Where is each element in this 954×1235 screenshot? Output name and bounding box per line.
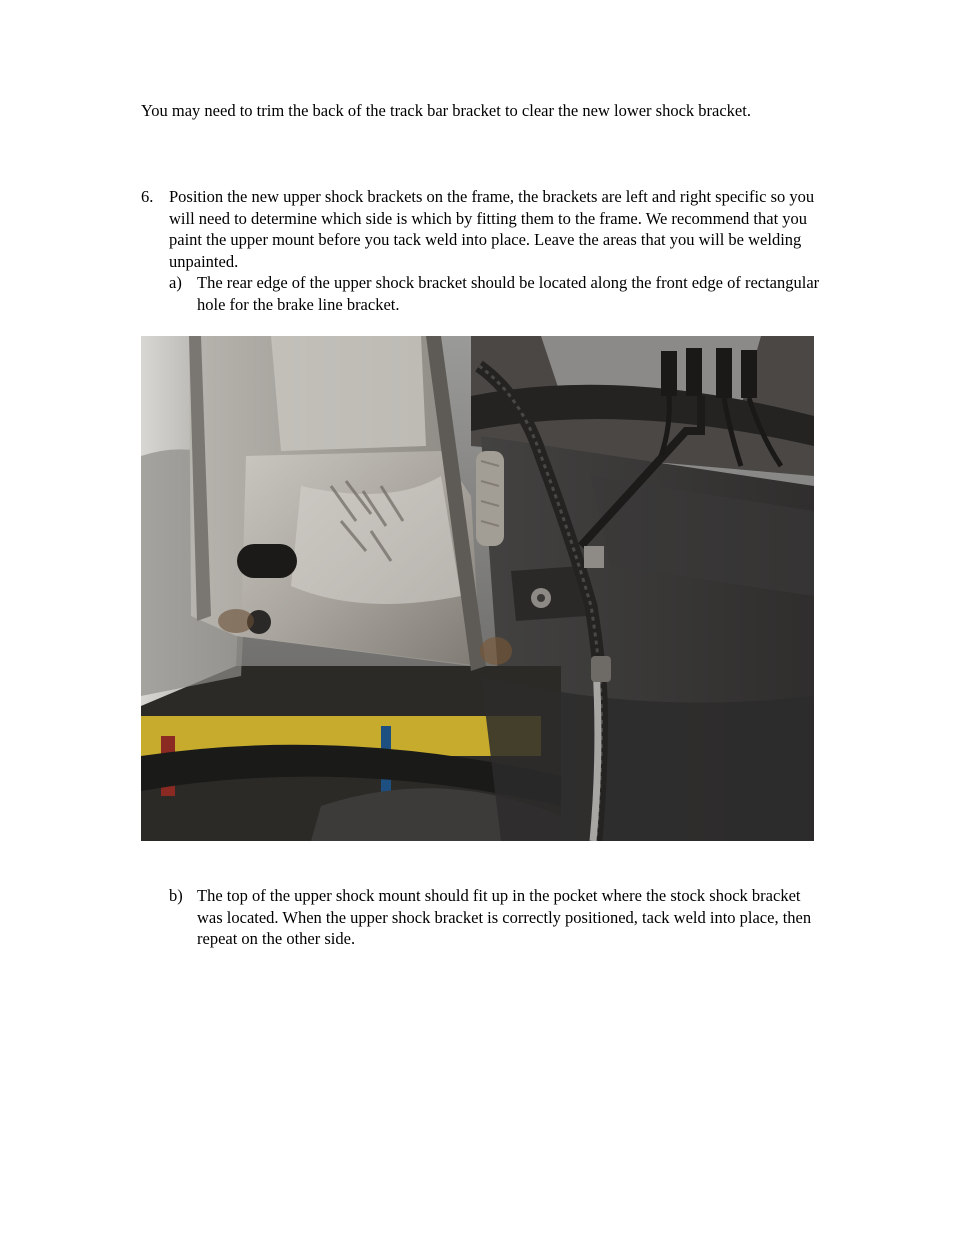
step-6-text: Position the new upper shock brackets on the frame, the brackets are left and right specific so you will need to determine which side is which by fitting them to the frame. We recommend that you paint the upper mount before you tack weld into place. Leave the areas that you will be welding unpainted. (169, 187, 815, 271)
shock-bracket-photo (141, 336, 814, 841)
shock-bracket-photo-illustration (141, 336, 814, 841)
sub-step-b-letter: b) (169, 886, 183, 905)
intro-paragraph: You may need to trim the back of the track bar bracket to clear the new lower shock bracket. (141, 101, 751, 120)
sub-step-b-text: The top of the upper shock mount should fit up in the pocket where the stock shock bracket was located. When the upper shock bracket is correctly positioned, tack weld into place, then repeat on the other side. (197, 886, 812, 948)
step-6-number: 6. (141, 187, 154, 206)
sub-step-a-text: The rear edge of the upper shock bracket should be located along the front edge of rectangular hole for the brake line bracket. (197, 273, 820, 314)
sub-step-a-letter: a) (169, 273, 182, 292)
